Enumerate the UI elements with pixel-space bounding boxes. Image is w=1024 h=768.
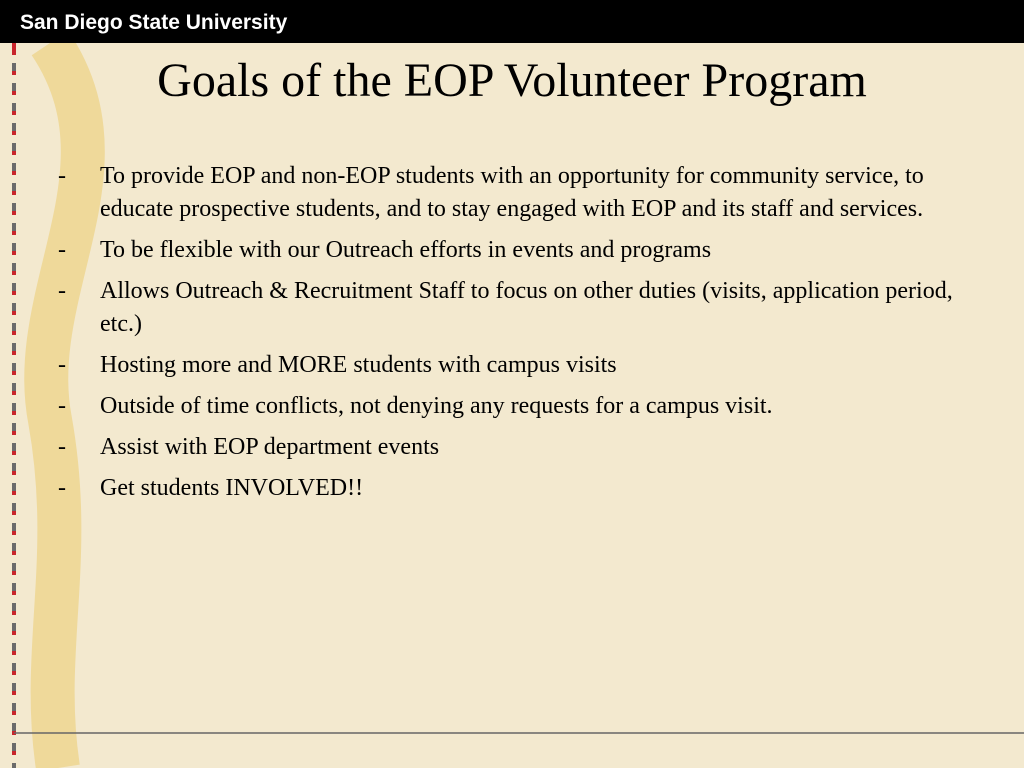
- bullet-text: Get students INVOLVED!!: [100, 475, 364, 501]
- bullet-marker: -: [58, 434, 66, 460]
- bullet-marker: -: [58, 278, 66, 304]
- bullet-item: [58, 275, 978, 341]
- bullet-text: Hosting more and MORE students with campus visits: [100, 352, 617, 378]
- bullet-marker: -: [58, 352, 66, 378]
- bullet-item: [58, 349, 978, 382]
- bullet-item: [58, 472, 978, 505]
- bullet-marker: -: [58, 475, 66, 501]
- bullet-list: [58, 160, 978, 513]
- bullet-text: To be flexible with our Outreach efforts in events and programs: [100, 237, 712, 263]
- bullet-text: Allows Outreach & Recruitment Staff to focus on other duties (visits, application period, etc.): [100, 278, 953, 337]
- institution-name: San Diego State University: [20, 11, 288, 34]
- bullet-item: [58, 431, 978, 464]
- bullet-item: [58, 390, 978, 423]
- bullet-item: [58, 160, 978, 226]
- bullet-marker: -: [58, 163, 66, 189]
- slide-title: Goals of the EOP Volunteer Program: [157, 54, 867, 107]
- bullet-text: To provide EOP and non-EOP students with an opportunity for community service, to educate prospective students, and to stay engaged with EOP and its staff and services.: [100, 163, 924, 222]
- bullet-text: Assist with EOP department events: [100, 434, 440, 460]
- bullet-marker: -: [58, 237, 66, 263]
- bullet-item: [58, 234, 978, 267]
- bullet-text: Outside of time conflicts, not denying any requests for a campus visit.: [100, 393, 773, 419]
- bullet-marker: -: [58, 393, 66, 419]
- header-bar: [0, 0, 1024, 43]
